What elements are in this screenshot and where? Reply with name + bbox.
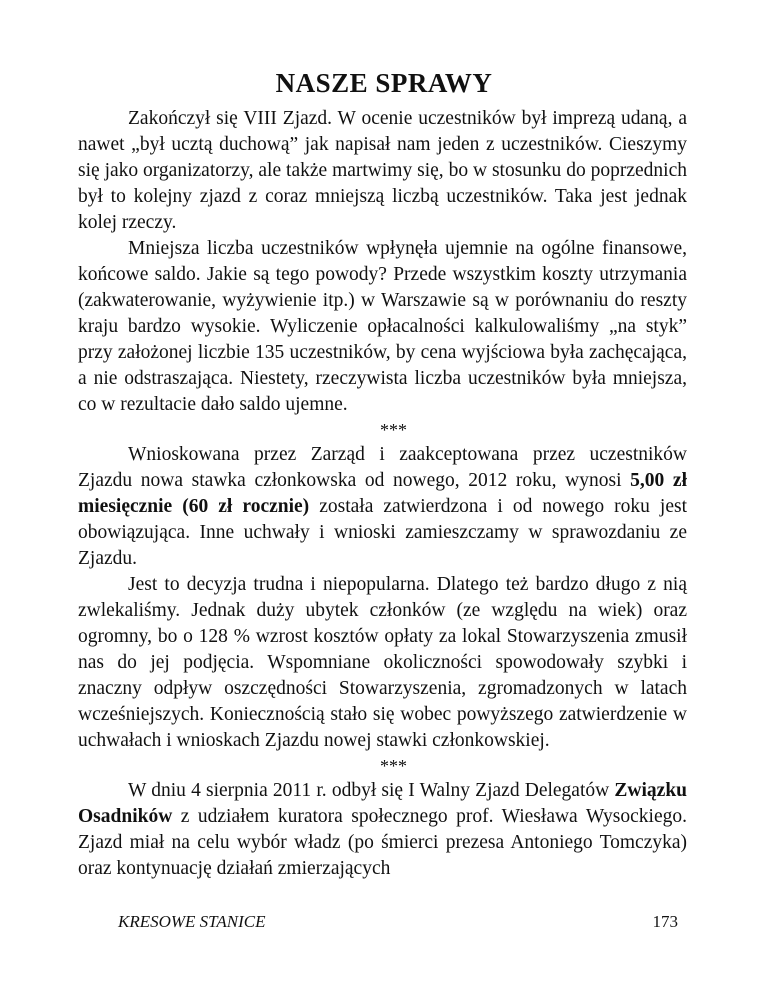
- paragraph-5: [78, 778, 687, 882]
- paragraph-3-text-b: została zatwierdzona i od nowego roku jest obowiązująca. Inne uchwały i wnioski zamieszczamy w sprawozdaniu ze Zjazdu.: [78, 496, 688, 569]
- page-footer: [118, 912, 678, 932]
- paragraph-4: Jest to decyzja trudna i niepopularna. Dlatego też bardzo długo z nią zwlekaliśmy. Jednak duży ubytek członków (ze względu na wiek) oraz ogromny, bo o 128 % wzrost kosztów opłaty za lokal Stowarzyszenia zmusił nas do jej podjęcia. Wspomniane okoliczności spowodowały szybki i znaczny odpływ oszczędności Stowarzyszenia, zgromadzonych w latach wcześniejszych. Koniecznością stało się wobec powyższego zatwierdzenie w uchwałach i wnioskach Zjazdu nowej stawki członkowskiej.: [78, 574, 687, 751]
- paragraph-3-text-a: Wnioskowana przez Zarząd i zaakceptowana przez uczestników Zjazdu nowa stawka członkowska od nowego, 2012 roku, wynosi: [78, 444, 687, 491]
- paragraph-3-bold: 5,00 zł miesięcznie (60 zł rocznie): [78, 470, 687, 517]
- article-body: [78, 106, 687, 882]
- page-title: NASZE SPRAWY: [275, 68, 493, 98]
- section-separator: ***: [380, 420, 407, 440]
- paragraph-5-bold: Związku Osadników: [78, 780, 688, 827]
- journal-name: KRESOWE STANICE: [118, 912, 266, 931]
- paragraph-2: Mniejsza liczba uczestników wpłynęła ujemnie na ogólne finansowe, końcowe saldo. Jakie są tego powody? Przede wszystkim koszty utrzymania (zakwaterowanie, wyżywienie itp.) w Warszawie są w porównaniu do reszty kraju bardzo wysokie. Wyliczenie opłacalności kalkulowaliśmy „na styk” przy założonej liczbie 135 uczestników, by cena wyjściowa była zachęcająca, a nie odstraszająca. Niestety, rzeczywista liczba uczestników była mniejsza, co w rezultacie dało saldo ujemne.: [78, 238, 687, 415]
- page-number: 173: [652, 912, 678, 931]
- section-separator: ***: [380, 756, 407, 776]
- paragraph-3: [78, 442, 687, 572]
- paragraph-1: Zakończył się VIII Zjazd. W ocenie uczestników był imprezą udaną, a nawet „był ucztą duchową” jak napisał nam jeden z uczestników. Cieszymy się jako organizatorzy, ale także martwimy się, bo w stosunku do poprzednich był to kolejny zjazd z coraz mniejszą liczbą uczestników. Taka jest jednak kolej rzeczy.: [78, 108, 687, 233]
- paragraph-5-text-a: W dniu 4 sierpnia 2011 r. odbył się I Walny Zjazd Delegatów: [128, 780, 610, 801]
- paragraph-5-text-b: z udziałem kuratora społecznego prof. Wiesława Wysockiego. Zjazd miał na celu wybór władz (po śmierci prezesa Antoniego Tomczyka) oraz kontynuację działań zmierzających: [78, 806, 688, 879]
